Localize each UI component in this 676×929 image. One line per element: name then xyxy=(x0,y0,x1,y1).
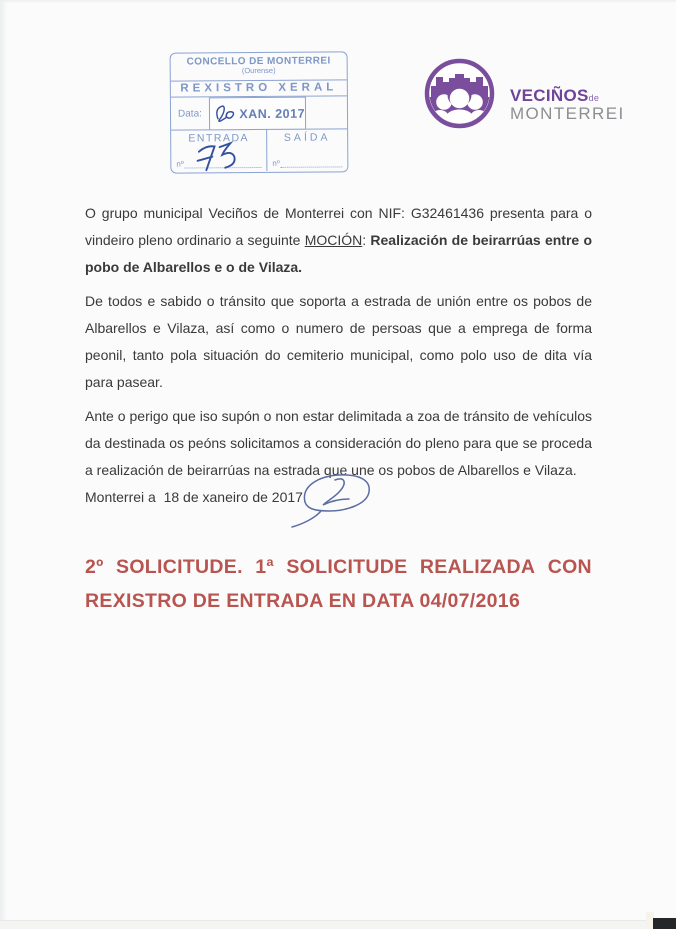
scan-edge-top xyxy=(0,0,676,3)
vecinos-monterrei-wordmark xyxy=(510,87,625,122)
stamp-entrada-label: ENTRADA xyxy=(188,132,250,145)
document-body xyxy=(85,200,592,491)
stamp-province: (Ourense) xyxy=(241,65,276,76)
paragraph-context: De todos e sabido o tránsito que soporta a estrada de unión entre os pobos de Albarellos e Vilaza, así como o numero de persoas que a emprega de forma peonil, tanto pola situación do cemiterio municipal, como polo uso de dita vía para pasear. xyxy=(85,293,592,390)
place-and-date-line: Monterrei a 18 de xaneiro de 2017. xyxy=(85,489,307,505)
scan-edge-bottom-strip xyxy=(0,921,676,929)
stamp-registry-title: REXISTRO XERAL xyxy=(171,80,347,97)
paragraph-motion-intro: O grupo municipal Veciños de Monterrei con NIF: G32461436 presenta para o vindeiro pleno ordinario a seguinte xyxy=(85,205,592,248)
stamp-saida-numero-prefix: nº xyxy=(272,158,280,168)
stamp-saida-dotted-line xyxy=(281,158,343,167)
stamp-saida-number-line xyxy=(267,158,347,171)
red-word-con: CON xyxy=(547,556,592,578)
red-word-ordinal1a: 1ª xyxy=(255,556,274,578)
registry-stamp xyxy=(170,51,349,173)
red-word-solicitude1: SOLICITUDE. xyxy=(116,556,243,578)
logo-name-top xyxy=(510,87,625,104)
red-annotation-line2: REXISTRO DE ENTRADA EN DATA 04/07/2016 xyxy=(85,590,521,612)
logo-name-bottom: MONTERREI xyxy=(510,104,625,123)
stamp-date-box xyxy=(209,97,306,131)
stamp-data-label: Data: xyxy=(177,107,202,120)
motion-underlined-word: MOCIÓN xyxy=(304,232,363,248)
stamp-entry-row xyxy=(171,129,347,171)
motion-title-bold: Realización de beirarrúas entre o pobo de Albarellos e o de Vilaza. xyxy=(85,232,592,275)
paragraph-motion xyxy=(85,200,592,281)
stamp-entrada-numero-prefix: nº xyxy=(176,159,184,169)
red-word-realizada: REALIZADA xyxy=(419,556,536,578)
logo-vecinos-text: VECIÑOS xyxy=(510,86,589,105)
paragraph-request: Ante o perigo que iso supón o non estar delimitada a zoa de tránsito de vehículos da destinada os peóns solicitamos a consideración do pleno para que se proceda a realización de beirarrúas na estrada que une os pobos de Albarellos e Vilaza. xyxy=(85,408,592,478)
vecinos-monterrei-emblem-icon xyxy=(423,57,496,130)
red-word-solicitude2: SOLICITUDE xyxy=(286,556,408,578)
scan-corner-mark xyxy=(653,918,676,929)
motion-separator: : xyxy=(362,232,371,248)
stamp-entrada-column xyxy=(171,130,267,172)
red-annotation xyxy=(85,556,592,613)
handwritten-entry-number-75 xyxy=(193,139,241,173)
red-annotation-line1 xyxy=(85,556,592,579)
stamp-org-name: CONCELLO DE MONTERREI xyxy=(186,55,331,68)
scan-edge-left xyxy=(0,0,9,929)
signature-scribble xyxy=(289,466,377,530)
stamp-saida-column xyxy=(267,129,347,171)
logo-de-text: de xyxy=(588,93,600,103)
red-word-ordinal2: 2º xyxy=(85,556,104,578)
stamp-saida-label: SAÍDA xyxy=(283,131,331,144)
handwritten-day-20 xyxy=(213,100,239,127)
stamp-date-value: XAN. 2017 xyxy=(239,106,306,121)
stamp-header xyxy=(171,52,347,81)
